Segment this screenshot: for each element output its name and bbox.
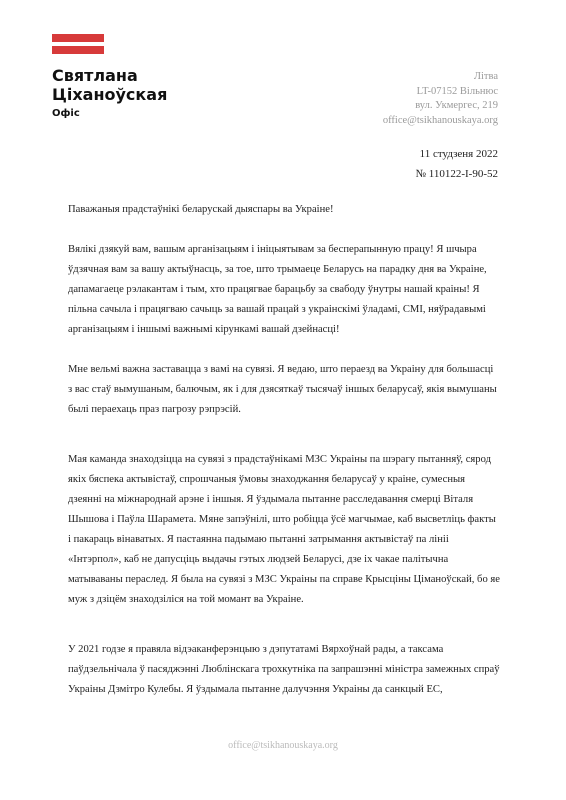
flag-stripe-top [52,34,104,42]
letter-greeting: Паважаныя прадстаўнікі беларускай дыяспары ва Украіне! [68,204,334,215]
address-block [383,70,498,128]
address-postal: LT-07152 Вільнюс [416,85,498,97]
footer-email[interactable]: office@tsikhanouskaya.org [228,740,338,751]
address-email[interactable]: office@tsikhanouskaya.org [382,114,498,126]
letter-paragraph-2: Мне вельмі важна заставацца з вамі на сувязі. Я ведаю, што пераезд ва Украіну для большасці з вас стаў вымушаным, балючым, як і для дзясяткаў тысячаў іншых беларусаў, якія вымушаны былі пераехаць праз пагрозу рэпрэсій. [68,364,497,415]
letter-paragraph-1: Вялікі дзякуй вам, вашым арганізацыям і ініцыятывам за бесперапынную працу! Я шчыра ўдзячная вам за вашу актыўнасць, за тое, што трымаеце Беларусь на парадку дня ва Украіне, дапамагаеце рэлакантам і тым, хто працягвае барацьбу за свабоду ўнутры нашай краіны! Я пільна сачыла і працягваю сачыць за вашай працай з украінскімі ўладамі, СМІ, няўрадавымі арганізацыям і іншымі важнымі кірункамі вашай дзейнасці! [68,244,487,335]
flag-logo-icon [52,34,104,60]
logo-office: Офіс [52,108,80,119]
letter-paragraph-3: Мая каманда знаходзіцца на сувязі з прадстаўнікамі МЗС Украіны па шэрагу пытанняў, сярод якіх бяспека актывістаў, спрошчаныя ўмовы знаходжання беларусаў у краіне, сумесныя дзеянні на міжнароднай арэне і іншыя. Я ўздымала пытанне расследавання смерці Віталя Шышова і Паўла Шарамета. Мяне запэўнілі, што робіцца ўсё магчымае, каб высветліць факты і пакараць вінаватых. Я пастаянна падымаю пытанні затрымання актывістаў па лініі «Інтэрпол», каб не дапусціць выдачы гэтых людзей Беларусі, дзе іх чакае палітычна матываваны пераслед. Я была на сувязі з МЗС Украіны па справе Крысціны Ціманоўскай, бо яе муж з дзіцём знаходзіліся на той момант ва Украіне. [68,454,500,605]
letter-date: 11 студзеня 2022 [419,148,498,160]
logo-name-first: Святлана [52,66,138,85]
letter-number: № 110122-І-90-52 [415,168,498,180]
address-country: Літва [473,71,498,82]
date-block [416,144,499,184]
logo-name-last: Ціханоўская [52,85,168,104]
flag-stripe-bottom [52,46,104,54]
letter-paragraph-4: У 2021 годзе я правяла відэаканферэнцыю з дэпутатамі Вярхоўнай рады, а таксама паўдзельнічала ў пасяджэнні Люблінскага трохкутніка па запрашэнні міністра замежных спраў Украіны Дзмітро Кулебы. Я ўздымала пытанне далучэння Украіны да санкцый ЕС, [68,644,500,695]
address-street: вул. Укмергес, 219 [415,100,498,111]
logo-name [52,66,167,104]
